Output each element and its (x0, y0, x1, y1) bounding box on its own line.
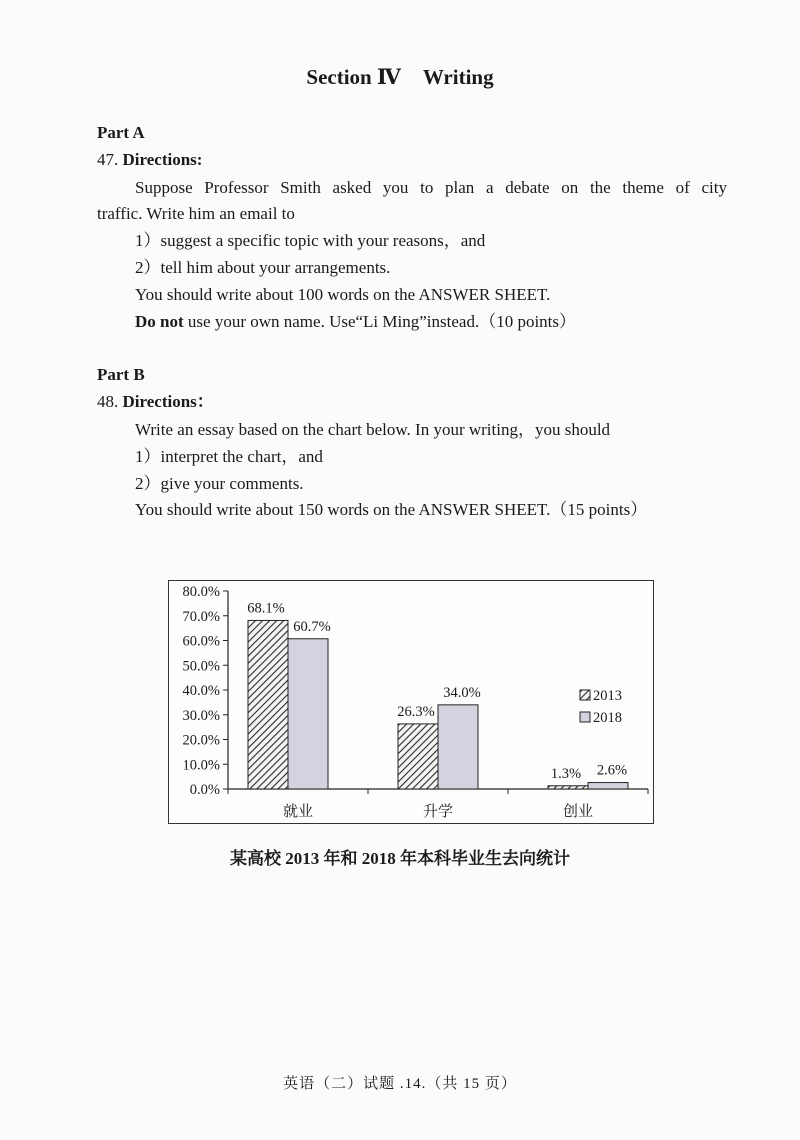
legend-swatch-2013 (580, 690, 590, 700)
bar-chart (168, 580, 654, 824)
y-tick-label: 20.0% (182, 732, 220, 749)
directions-label: Directions： (122, 392, 214, 411)
legend-label: 2013 (593, 688, 622, 704)
question-number: 47. (97, 150, 119, 169)
part-b-heading: Part B (97, 365, 145, 384)
section-title (0, 64, 800, 90)
part-b-item2: 2）give your comments. (135, 474, 304, 493)
bar-2018-1 (438, 705, 478, 789)
do-not-label: Do not (135, 312, 184, 331)
data-label: 34.0% (443, 684, 481, 701)
section-label: Section Ⅳ (306, 65, 401, 89)
y-tick-label: 70.0% (182, 608, 220, 625)
x-tick-label: 创业 (562, 802, 594, 820)
part-b-line1: Write an essay based on the chart below. In your writing，you should (135, 420, 611, 439)
bar-2013-0 (248, 620, 288, 789)
y-tick-label: 50.0% (182, 658, 220, 675)
part-b-word-count: You should write about 150 words on the ANSWER SHEET.（15 points） (135, 500, 648, 519)
data-label: 1.3% (550, 765, 582, 782)
y-tick-label: 0.0% (189, 782, 220, 798)
y-tick-label: 30.0% (182, 707, 220, 724)
question-number: 48. (97, 392, 119, 411)
x-tick-label: 就业 (282, 802, 314, 820)
data-label: 26.3% (397, 703, 435, 720)
page-footer: 英语（二）试题 .14.（共 15 页） (283, 1076, 517, 1092)
data-label: 68.1% (247, 600, 285, 617)
y-tick-label: 10.0% (182, 757, 220, 774)
legend-label: 2018 (593, 710, 622, 726)
part-a-name-instruction (135, 312, 576, 332)
question-48-directions (97, 392, 214, 412)
data-label: 2.6% (596, 762, 628, 779)
x-tick-label: 升学 (422, 802, 454, 820)
directions-label: Directions: (122, 150, 203, 169)
bar-2013-1 (398, 724, 438, 789)
part-a-item1: 1）suggest a specific topic with your reasons，and (135, 231, 486, 250)
part-b-item1: 1）interpret the chart，and (135, 447, 323, 466)
question-47-directions (97, 150, 202, 170)
y-tick-label: 80.0% (182, 584, 220, 600)
legend-swatch-2018 (580, 712, 590, 722)
y-tick-label: 60.0% (182, 633, 220, 650)
bar-2018-2 (588, 783, 628, 789)
part-a-word-count: You should write about 100 words on the ANSWER SHEET. (135, 285, 551, 304)
part-a-line1: Suppose Professor Smith asked you to plan a debate on the theme of city (135, 178, 727, 197)
data-label: 60.7% (293, 618, 331, 635)
bar-2018-0 (288, 639, 328, 789)
part-a-item2: 2）tell him about your arrangements. (135, 258, 391, 277)
name-instruction-text: use your own name. Use“Li Ming”instead.（10 points） (183, 312, 577, 331)
chart-caption: 某高校 2013 年和 2018 年本科毕业生去向统计 (230, 849, 570, 868)
part-a-line2: traffic. Write him an email to (97, 204, 295, 223)
section-name: Writing (422, 65, 494, 89)
bar-2013-2 (548, 786, 588, 789)
part-a-heading: Part A (97, 123, 145, 142)
y-tick-label: 40.0% (182, 683, 220, 699)
